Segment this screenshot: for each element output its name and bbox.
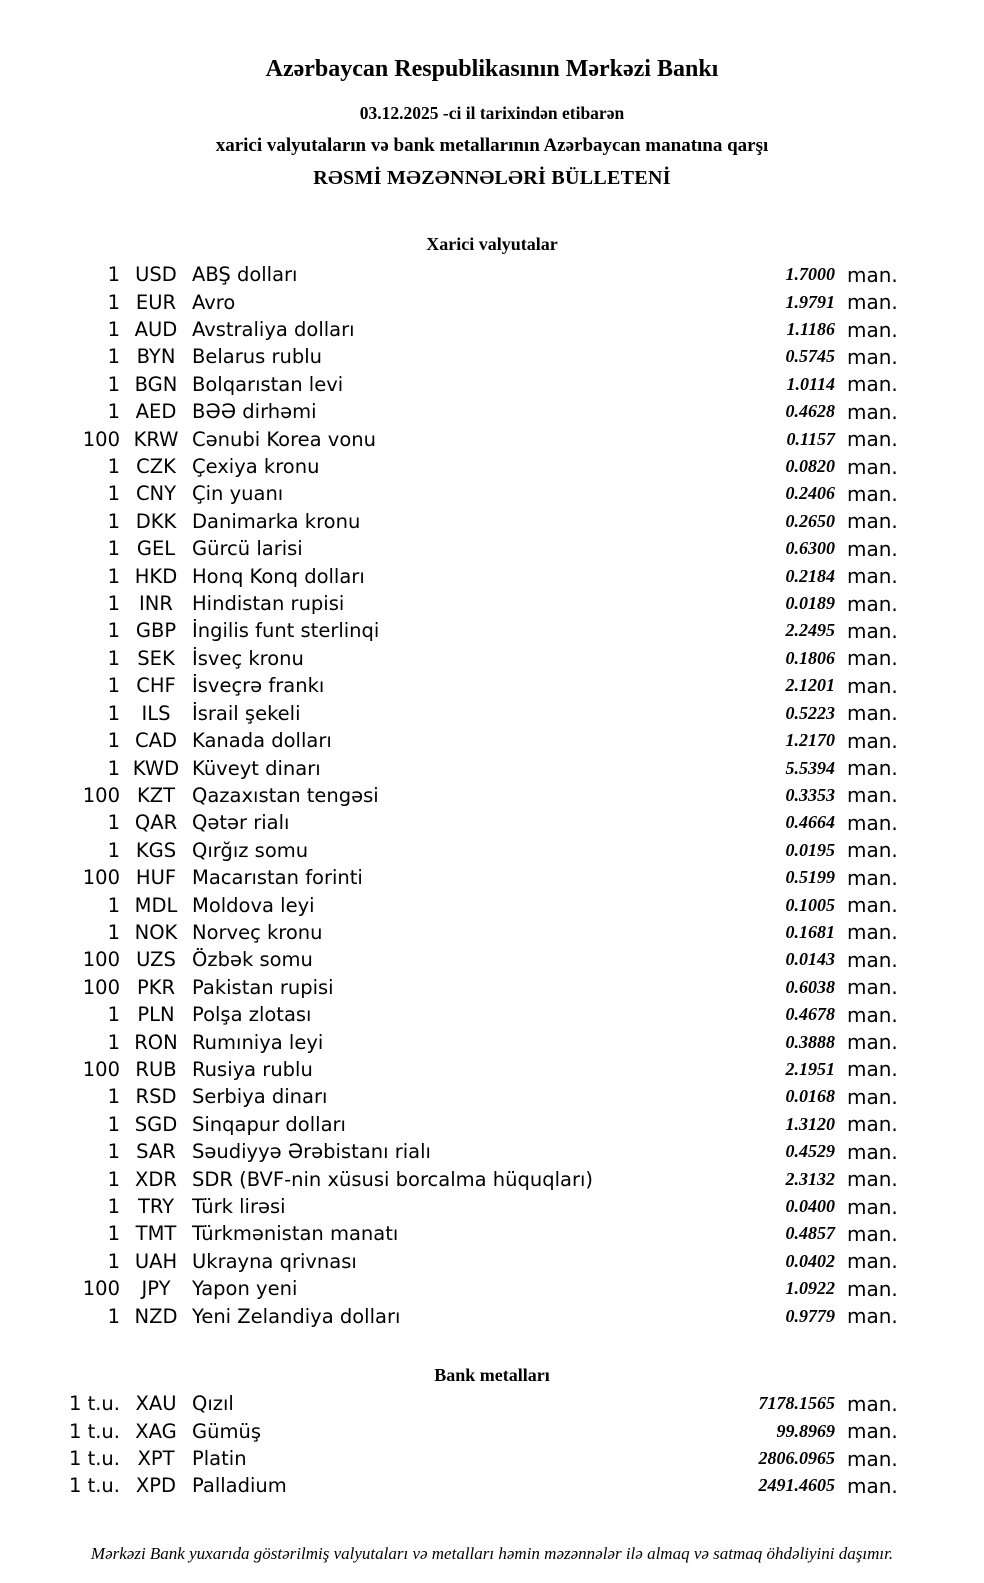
currency-name: Belarus rublu [192,345,323,369]
quantity-cell: 1 [107,1195,120,1219]
currency-code: BYN [136,345,176,369]
currency-name: Moldova leyi [192,893,315,917]
manat-unit-label: man. [847,290,898,315]
currency-code: ILS [141,701,171,725]
table-row [0,562,984,589]
rate-value: 0.5745 [785,346,835,367]
quantity-cell: 1 [107,400,120,424]
table-row [0,316,984,343]
currency-name: SDR (BVF-nin xüsusi borcalma hüquqları) [192,1167,594,1191]
currency-name: Hindistan rupisi [192,592,345,616]
table-row [0,508,984,535]
rate-value: 0.1157 [786,428,835,449]
rate-value: 5.5394 [785,757,835,778]
table-row [0,343,984,370]
table-row [0,590,984,617]
currency-name: İngilis funt sterlinqi [192,619,380,643]
rate-value: 0.2184 [785,565,835,586]
table-row [0,837,984,864]
rate-value: 0.4664 [785,812,835,833]
manat-unit-label: man. [847,673,898,698]
quantity-cell: 1 [107,619,120,643]
currency-name: İsveçrə frankı [192,674,325,698]
currency-code: KRW [133,427,179,451]
manat-unit-label: man. [847,701,898,726]
currency-code: KWD [132,756,180,780]
table-row [0,700,984,727]
quantity-cell: 1 [107,1167,120,1191]
rate-value: 0.3353 [785,784,835,805]
currency-name: Türkmənistan manatı [192,1222,399,1246]
quantity-cell: 1 [107,564,120,588]
table-row [0,1028,984,1055]
manat-unit-label: man. [847,1473,898,1498]
manat-unit-label: man. [847,1030,898,1055]
page-title: Azərbaycan Respublikasının Mərkəzi Bankı [265,56,719,82]
manat-unit-label: man. [847,1084,898,1109]
table-row [0,974,984,1001]
manat-unit-label: man. [847,536,898,561]
quantity-cell: 1 [107,345,120,369]
currency-code: RON [134,1030,178,1054]
manat-unit-label: man. [847,838,898,863]
rate-value: 2.1201 [785,675,835,696]
currency-code: NOK [134,920,178,944]
rate-value: 0.0400 [785,1196,835,1217]
quantity-cell: 100 [82,948,120,972]
quantity-cell: 1 [107,509,120,533]
rate-value: 0.5223 [785,702,835,723]
currency-code: RUB [135,1057,177,1081]
currency-name: Qətər rialı [192,811,290,835]
metal-code: XAU [135,1392,177,1416]
manat-unit-label: man. [847,756,898,781]
quantity-cell: 100 [82,783,120,807]
footer-note: Mərkəzi Bank yuxarıda göstərilmiş valyutaları və metalları həmin məzənnələr ilə almaq və satmaq öhdəliyini daşımır. [90,1544,894,1563]
rate-value: 0.1806 [785,647,835,668]
currency-name: Gürcü larisi [192,537,303,561]
metal-name: Platin [192,1447,247,1471]
manat-unit-label: man. [847,1139,898,1164]
currency-code: UAH [134,1249,178,1273]
rate-value: 2806.0965 [758,1448,835,1469]
manat-unit-label: man. [847,1194,898,1219]
quantity-cell: 100 [82,975,120,999]
rate-value: 0.3888 [785,1031,835,1052]
manat-unit-label: man. [847,1446,898,1471]
section-title-currencies: Xarici valyutalar [426,234,558,254]
manat-unit-label: man. [847,810,898,835]
currency-table [0,261,984,1330]
rate-value: 1.0922 [785,1278,835,1299]
section-title-metals: Bank metalları [434,1365,550,1385]
currency-code: GBP [135,619,177,643]
metal-code: XAG [135,1419,177,1443]
currency-name: Danimarka kronu [192,509,361,533]
rate-value: 2.3132 [785,1168,835,1189]
manat-unit-label: man. [847,399,898,424]
table-row [0,1111,984,1138]
table-row [0,1083,984,1110]
table-row [0,1056,984,1083]
quantity-cell: 1 [107,592,120,616]
currency-name: İsveç kronu [192,646,304,670]
rate-value: 0.1005 [785,894,835,915]
currency-name: Norveç kronu [192,920,323,944]
rate-value: 0.0195 [785,839,835,860]
quantity-cell: 1 [107,729,120,753]
currency-name: Bolqarıstan levi [192,372,344,396]
quantity-cell: 100 [82,1277,120,1301]
currency-code: HKD [134,564,178,588]
manat-unit-label: man. [847,1304,898,1329]
table-row [0,1472,984,1499]
currency-code: XDR [135,1167,177,1191]
currency-name: ABŞ dolları [192,263,298,287]
manat-unit-label: man. [847,344,898,369]
table-row [0,1417,984,1444]
table-row [0,453,984,480]
table-row [0,425,984,452]
quantity-cell: 1 [107,1222,120,1246]
quantity-cell: 100 [82,427,120,451]
bulletin-title: RƏSMİ MƏZƏNNƏLƏRİ BÜLLETENİ [313,167,671,189]
currency-code: CHF [136,674,176,698]
manat-unit-label: man. [847,262,898,287]
currency-name: Pakistan rupisi [192,975,334,999]
manat-unit-label: man. [847,454,898,479]
rate-value: 0.4678 [785,1004,835,1025]
currency-code: SEK [137,646,175,670]
manat-unit-label: man. [847,947,898,972]
currency-name: Ukrayna qrivnası [192,1249,357,1273]
manat-unit-label: man. [847,1391,898,1416]
table-row [0,261,984,288]
rate-value: 0.9779 [785,1305,835,1326]
quantity-cell: 100 [82,1057,120,1081]
quantity-cell: 1 [107,701,120,725]
currency-name: Səudiyyə Ərəbistanı rialı [192,1140,431,1164]
currency-code: TMT [135,1222,177,1246]
currency-name: Honq Konq dolları [192,564,365,588]
table-row [0,617,984,644]
rate-value: 1.0114 [786,373,835,394]
quantity-cell: 1 [107,1003,120,1027]
metal-name: Qızıl [192,1392,234,1416]
currency-name: Yapon yeni [192,1277,298,1301]
currency-code: AUD [134,318,178,342]
quantity-cell: 1 [107,1304,120,1328]
rate-value: 7178.1565 [758,1393,835,1414]
quantity-cell: 1 t.u. [68,1447,120,1471]
table-row [0,1165,984,1192]
manat-unit-label: man. [847,1276,898,1301]
quantity-cell: 1 [107,1140,120,1164]
quantity-cell: 1 t.u. [68,1392,120,1416]
table-row [0,1001,984,1028]
quantity-cell: 1 [107,756,120,780]
quantity-cell: 1 [107,1112,120,1136]
manat-unit-label: man. [847,728,898,753]
currency-name: Küveyt dinarı [192,756,321,780]
table-row [0,809,984,836]
quantity-cell: 1 [107,537,120,561]
manat-unit-label: man. [847,509,898,534]
quantity-cell: 1 [107,455,120,479]
table-row [0,1390,984,1417]
table-row [0,480,984,507]
table-row [0,672,984,699]
manat-unit-label: man. [847,427,898,452]
manat-unit-label: man. [847,1112,898,1137]
currency-code: JPY [141,1277,171,1301]
currency-name: Rusiya rublu [192,1057,313,1081]
table-row [0,535,984,562]
table-row [0,1445,984,1472]
manat-unit-label: man. [847,591,898,616]
subject-line: xarici valyutaların və bank metallarının Azərbaycan manatına qarşı [215,135,769,156]
currency-name: Çexiya kronu [192,455,320,479]
currency-code: CZK [136,455,176,479]
rate-value: 1.3120 [785,1113,835,1134]
quantity-cell: 1 t.u. [68,1474,120,1498]
manat-unit-label: man. [847,865,898,890]
metal-name: Gümüş [192,1419,261,1443]
currency-name: Kanada dolları [192,729,332,753]
manat-unit-label: man. [847,1419,898,1444]
manat-unit-label: man. [847,1221,898,1246]
manat-unit-label: man. [847,372,898,397]
quantity-cell: 100 [82,866,120,890]
metal-code: XPD [135,1474,177,1498]
currency-name: Qırğız somu [192,838,309,862]
currency-name: Özbək somu [192,948,313,972]
table-row [0,727,984,754]
table-row [0,1275,984,1302]
manat-unit-label: man. [847,564,898,589]
rate-value: 2.1951 [785,1058,835,1079]
manat-unit-label: man. [847,893,898,918]
currency-code: GEL [136,537,176,561]
manat-unit-label: man. [847,317,898,342]
quantity-cell: 1 [107,1085,120,1109]
rate-value: 0.0820 [785,456,835,477]
currency-code: KGS [135,838,177,862]
manat-unit-label: man. [847,1057,898,1082]
currency-name: Avstraliya dolları [192,318,355,342]
manat-unit-label: man. [847,618,898,643]
rate-value: 0.2650 [785,510,835,531]
currency-code: NZD [134,1304,178,1328]
currency-code: PLN [137,1003,175,1027]
rate-value: 1.7000 [785,264,835,285]
currency-name: Macarıstan forinti [192,866,363,890]
currency-code: CAD [135,729,177,753]
currency-code: MDL [134,893,178,917]
metal-code: XPT [137,1447,175,1471]
currency-name: Serbiya dinarı [192,1085,328,1109]
table-row [0,1302,984,1329]
rate-value: 1.2170 [785,730,835,751]
currency-code: CNY [135,482,177,506]
currency-code: EUR [135,290,177,314]
quantity-cell: 1 [107,811,120,835]
rate-value: 0.6038 [785,976,835,997]
rate-value: 0.6300 [785,538,835,559]
currency-code: UZS [136,948,176,972]
rate-value: 0.1681 [785,921,835,942]
currency-code: SGD [134,1112,178,1136]
metal-name: Palladium [192,1474,287,1498]
currency-name: İsrail şekeli [192,701,301,725]
rate-value: 0.2406 [785,483,835,504]
manat-unit-label: man. [847,783,898,808]
rate-value: 1.9791 [785,291,835,312]
currency-code: DKK [135,509,177,533]
quantity-cell: 1 [107,674,120,698]
currency-code: SAR [136,1140,176,1164]
quantity-cell: 1 [107,318,120,342]
table-row [0,288,984,315]
table-row [0,1138,984,1165]
quantity-cell: 1 [107,893,120,917]
currency-name: Cənubi Korea vonu [192,427,376,451]
rate-value: 0.0143 [785,949,835,970]
currency-name: Yeni Zelandiya dolları [192,1304,401,1328]
currency-code: USD [135,263,177,287]
quantity-cell: 1 [107,920,120,944]
currency-name: Polşa zlotası [192,1003,312,1027]
manat-unit-label: man. [847,975,898,1000]
rate-value: 0.0189 [785,593,835,614]
table-row [0,1193,984,1220]
rate-value: 2491.4605 [758,1475,835,1496]
currency-code: INR [139,592,173,616]
manat-unit-label: man. [847,920,898,945]
manat-unit-label: man. [847,481,898,506]
manat-unit-label: man. [847,646,898,671]
rate-value: 1.1186 [786,319,835,340]
currency-name: Çin yuanı [192,482,284,506]
table-row [0,864,984,891]
effective-date-line: 03.12.2025 -ci il tarixindən etibarən [359,103,625,123]
currency-code: HUF [135,866,177,890]
rate-value: 0.4857 [785,1223,835,1244]
table-row [0,1220,984,1247]
rate-value: 0.4529 [785,1141,835,1162]
table-row [0,919,984,946]
quantity-cell: 1 [107,1249,120,1273]
quantity-cell: 1 [107,482,120,506]
table-row [0,371,984,398]
rate-value: 0.0168 [785,1086,835,1107]
table-row [0,754,984,781]
currency-code: QAR [134,811,178,835]
currency-name: Avro [192,290,236,314]
currency-code: TRY [137,1195,175,1219]
rate-value: 99.8969 [776,1420,835,1441]
table-row [0,782,984,809]
metals-table [0,1390,984,1500]
manat-unit-label: man. [847,1249,898,1274]
currency-code: KZT [136,783,176,807]
currency-code: AED [135,400,177,424]
currency-name: Rumıniya leyi [192,1030,324,1054]
table-row [0,1248,984,1275]
rate-value: 0.5199 [785,867,835,888]
table-row [0,645,984,672]
quantity-cell: 1 [107,372,120,396]
manat-unit-label: man. [847,1002,898,1027]
manat-unit-label: man. [847,1167,898,1192]
rate-value: 0.0402 [785,1250,835,1271]
rate-value: 2.2495 [785,620,835,641]
table-row [0,891,984,918]
currency-name: Türk lirəsi [192,1195,286,1219]
table-row [0,398,984,425]
rate-value: 0.4628 [785,401,835,422]
currency-name: BƏƏ dirhəmi [192,400,317,424]
currency-code: PKR [136,975,176,999]
quantity-cell: 1 [107,646,120,670]
quantity-cell: 1 [107,290,120,314]
table-row [0,946,984,973]
currency-name: Sinqapur dolları [192,1112,346,1136]
quantity-cell: 1 t.u. [68,1419,120,1443]
quantity-cell: 1 [107,1030,120,1054]
currency-code: RSD [135,1085,177,1109]
currency-code: BGN [134,372,178,396]
quantity-cell: 1 [107,263,120,287]
quantity-cell: 1 [107,838,120,862]
currency-name: Qazaxıstan tengəsi [192,783,379,807]
